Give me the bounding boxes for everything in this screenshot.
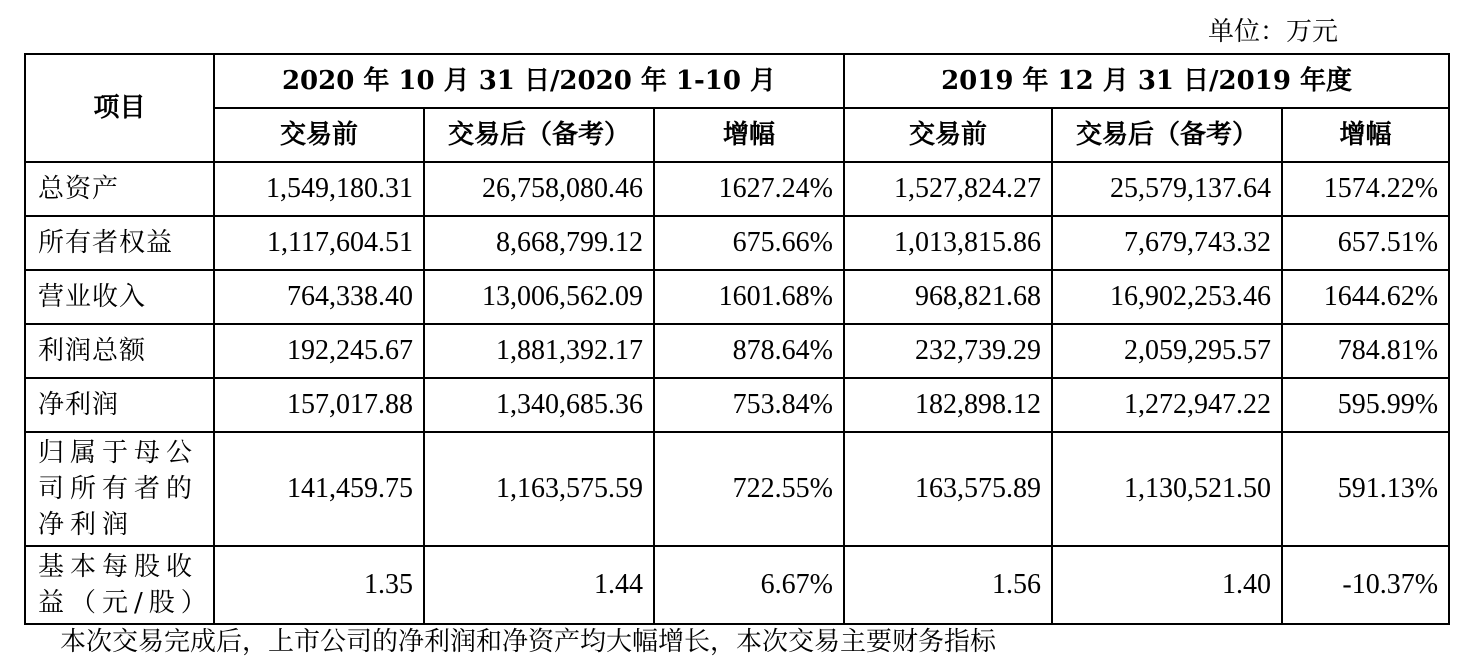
header-item: 项目 <box>25 54 214 162</box>
cell-2020-before: 192,245.67 <box>214 324 424 378</box>
cell-2020-before: 1.35 <box>214 546 424 624</box>
cell-2019-after: 16,902,253.46 <box>1052 270 1282 324</box>
footer-paragraph-cut: 本次交易完成后，上市公司的净利润和净资产均大幅增长，本次交易主要财务指标 <box>60 627 997 657</box>
header-2019-after: 交易后（备考） <box>1052 108 1282 162</box>
table-row <box>25 432 1449 546</box>
table-row <box>25 162 1449 216</box>
cell-2020-after: 13,006,562.09 <box>424 270 654 324</box>
cell-2020-before: 141,459.75 <box>214 432 424 546</box>
cell-2020-after: 8,668,799.12 <box>424 216 654 270</box>
financial-comparison-table <box>24 53 1450 625</box>
cell-2019-before: 182,898.12 <box>844 378 1052 432</box>
table-row <box>25 324 1449 378</box>
cell-2020-after: 1,163,575.59 <box>424 432 654 546</box>
cell-2019-growth: 1574.22% <box>1282 162 1449 216</box>
cell-2020-growth: 6.67% <box>654 546 844 624</box>
cell-2020-before: 764,338.40 <box>214 270 424 324</box>
cell-2020-growth: 675.66% <box>654 216 844 270</box>
cell-2019-growth: 657.51% <box>1282 216 1449 270</box>
cell-2020-after: 1,881,392.17 <box>424 324 654 378</box>
header-2019-before: 交易前 <box>844 108 1052 162</box>
header-2019-growth: 增幅 <box>1282 108 1449 162</box>
cell-2019-after: 1,130,521.50 <box>1052 432 1282 546</box>
cell-2020-growth: 753.84% <box>654 378 844 432</box>
cell-2019-after: 25,579,137.64 <box>1052 162 1282 216</box>
row-label: 利润总额 <box>25 324 214 378</box>
header-period-2020: 2020 年 10 月 31 日/2020 年 1-10 月 <box>214 54 844 108</box>
cell-2020-growth: 1627.24% <box>654 162 844 216</box>
cell-2019-after: 2,059,295.57 <box>1052 324 1282 378</box>
cell-2019-before: 1,013,815.86 <box>844 216 1052 270</box>
cell-2019-before: 968,821.68 <box>844 270 1052 324</box>
row-label: 所有者权益 <box>25 216 214 270</box>
cell-2020-after: 1,340,685.36 <box>424 378 654 432</box>
cell-2020-growth: 722.55% <box>654 432 844 546</box>
cell-2019-growth: 784.81% <box>1282 324 1449 378</box>
header-2020-growth: 增幅 <box>654 108 844 162</box>
cell-2019-before: 163,575.89 <box>844 432 1052 546</box>
header-period-2019: 2019 年 12 月 31 日/2019 年度 <box>844 54 1449 108</box>
cell-2019-after: 7,679,743.32 <box>1052 216 1282 270</box>
cell-2019-growth: -10.37% <box>1282 546 1449 624</box>
cell-2019-after: 1,272,947.22 <box>1052 378 1282 432</box>
cell-2019-after: 1.40 <box>1052 546 1282 624</box>
cell-2019-growth: 1644.62% <box>1282 270 1449 324</box>
cell-2020-before: 1,549,180.31 <box>214 162 424 216</box>
row-label: 营业收入 <box>25 270 214 324</box>
row-label: 归属于母公司所有者的净利润 <box>25 432 214 546</box>
row-label: 总资产 <box>25 162 214 216</box>
cell-2019-before: 1.56 <box>844 546 1052 624</box>
row-label: 净利润 <box>25 378 214 432</box>
cell-2020-before: 1,117,604.51 <box>214 216 424 270</box>
table-row <box>25 378 1449 432</box>
cell-2020-after: 26,758,080.46 <box>424 162 654 216</box>
table-row <box>25 216 1449 270</box>
cell-2019-growth: 595.99% <box>1282 378 1449 432</box>
cell-2020-growth: 1601.68% <box>654 270 844 324</box>
cell-2020-growth: 878.64% <box>654 324 844 378</box>
cell-2019-before: 232,739.29 <box>844 324 1052 378</box>
unit-label: 单位：万元 <box>1207 17 1338 47</box>
row-label: 基本每股收益（元/股） <box>25 546 214 624</box>
table-row <box>25 546 1449 624</box>
cell-2019-before: 1,527,824.27 <box>844 162 1052 216</box>
header-2020-after: 交易后（备考） <box>424 108 654 162</box>
cell-2020-before: 157,017.88 <box>214 378 424 432</box>
table-row <box>25 270 1449 324</box>
cell-2019-growth: 591.13% <box>1282 432 1449 546</box>
cell-2020-after: 1.44 <box>424 546 654 624</box>
header-2020-before: 交易前 <box>214 108 424 162</box>
